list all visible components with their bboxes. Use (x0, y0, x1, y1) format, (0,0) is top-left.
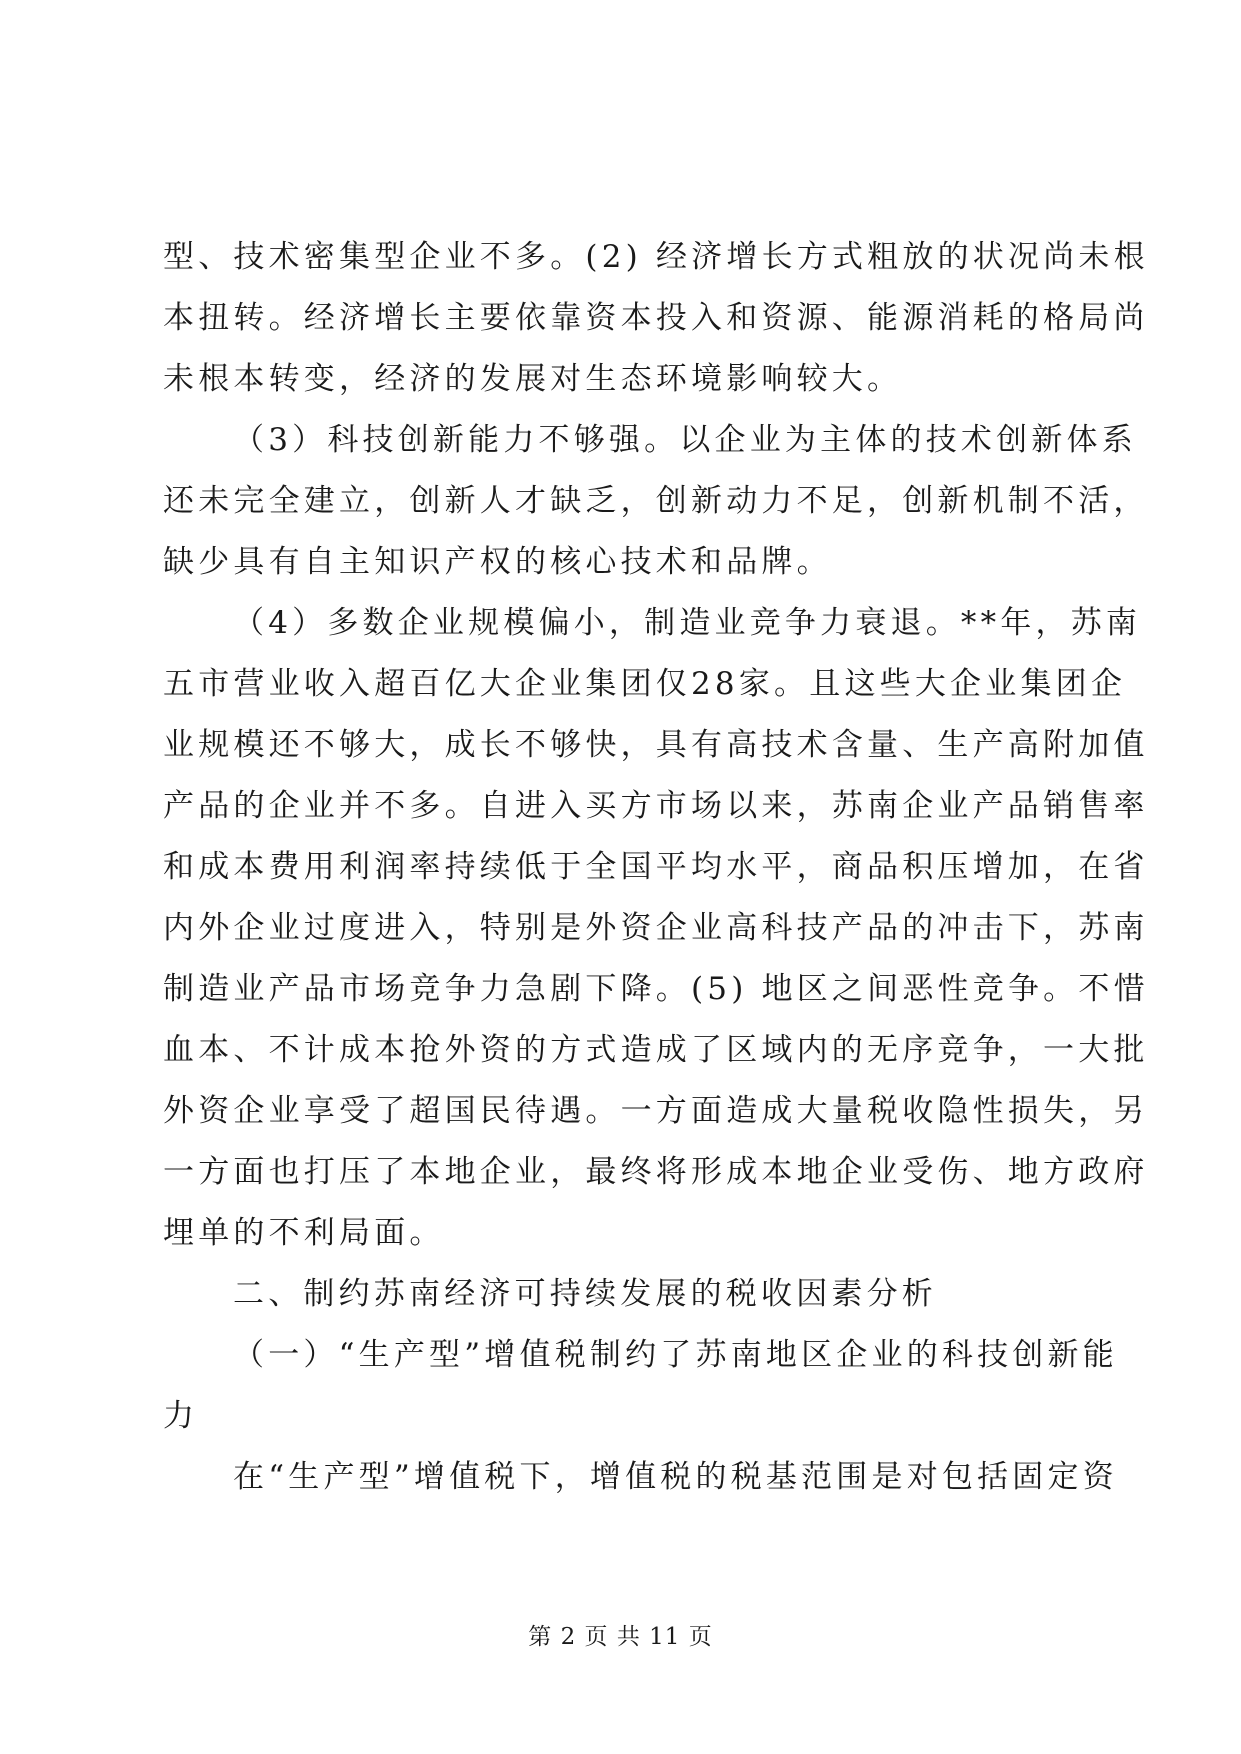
text-line: 和成本费用利润率持续低于全国平均水平，商品积压增加，在省 (163, 849, 1149, 885)
page-number-footer: 第 2 页 共 11 页 (528, 1624, 713, 1650)
text-line: 缺少具有自主知识产权的核心技术和品牌。 (163, 544, 832, 580)
text-line: 型、技术密集型企业不多。(2) 经济增长方式粗放的状况尚未根 (163, 239, 1149, 275)
section-heading: 二、制约苏南经济可持续发展的税收因素分析 (233, 1276, 937, 1312)
text-line: 本扭转。经济增长主要依靠资本投入和资源、能源消耗的格局尚 (163, 300, 1149, 336)
subsection-heading-continued: 力 (163, 1398, 199, 1434)
text-line: 还未完全建立，创新人才缺乏，创新动力不足，创新机制不活， (163, 483, 1149, 519)
text-line: 外资企业享受了超国民待遇。一方面造成大量税收隐性损失，另 (163, 1093, 1149, 1129)
text-line: 业规模还不够大，成长不够快，具有高技术含量、生产高附加值 (163, 727, 1149, 763)
text-line: 制造业产品市场竞争力急剧下降。(5) 地区之间恶性竞争。不惜 (163, 971, 1149, 1007)
text-line: 血本、不计成本抢外资的方式造成了区域内的无序竞争，一大批 (163, 1032, 1149, 1068)
text-line: 内外企业过度进入，特别是外资企业高科技产品的冲击下，苏南 (163, 910, 1149, 946)
paragraph-start-line: （3）科技创新能力不够强。以企业为主体的技术创新体系 (233, 422, 1137, 458)
subsection-heading: （一）“生产型”增值税制约了苏南地区企业的科技创新能 (233, 1337, 1118, 1373)
paragraph-start-line: （4）多数企业规模偏小，制造业竞争力衰退。**年，苏南 (233, 605, 1142, 641)
body-text (163, 227, 1149, 1508)
text-line: 埋单的不利局面。 (163, 1215, 445, 1251)
text-line: 产品的企业并不多。自进入买方市场以来，苏南企业产品销售率 (163, 788, 1149, 824)
text-line: 五市营业收入超百亿大企业集团仅28家。且这些大企业集团企 (163, 666, 1127, 702)
text-line: 一方面也打压了本地企业，最终将形成本地企业受伤、地方政府 (163, 1154, 1149, 1190)
text-line: 未根本转变，经济的发展对生态环境影响较大。 (163, 361, 903, 397)
paragraph-start-line: 在“生产型”增值税下，增值税的税基范围是对包括固定资 (233, 1459, 1118, 1495)
